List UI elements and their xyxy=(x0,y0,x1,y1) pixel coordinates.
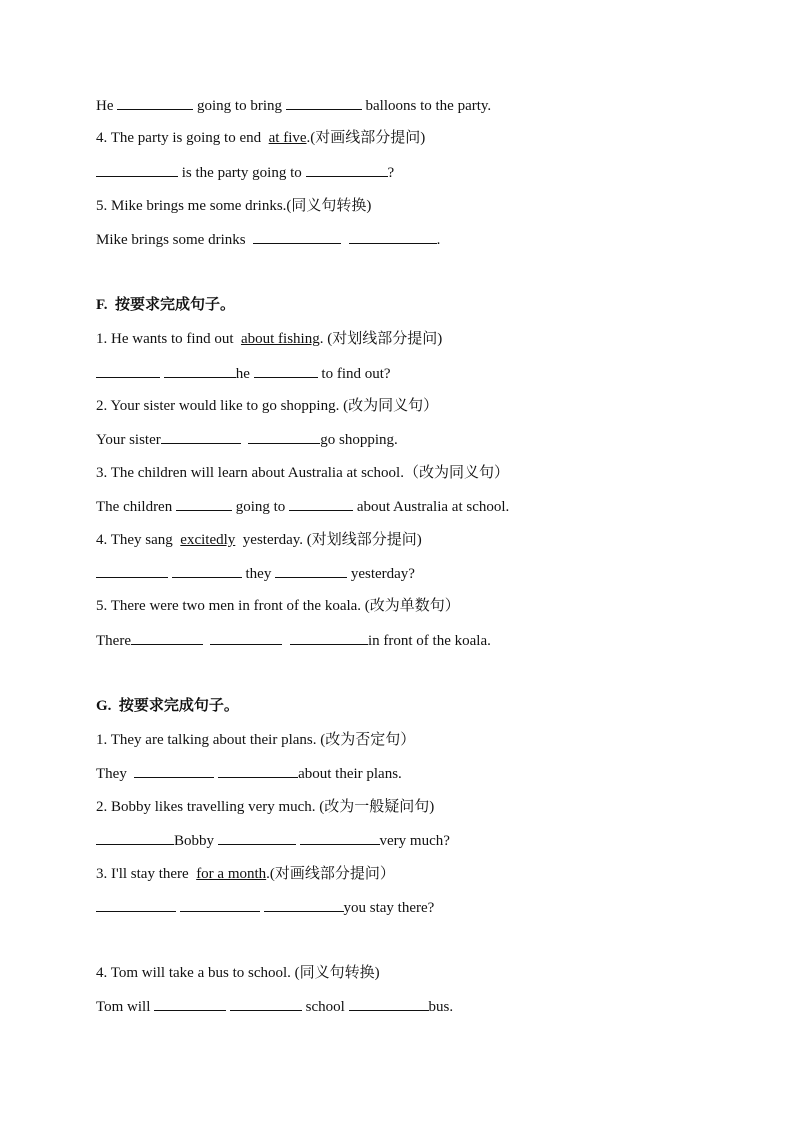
f-question-2: 2. Your sister would like to go shopping. (改为同义句） xyxy=(96,398,439,414)
text: going to xyxy=(231,499,290,515)
answer-blank[interactable] xyxy=(164,364,236,378)
e-question-5: 5. Mike brings me some drinks.(同义句转换) xyxy=(96,198,372,214)
answer-blank[interactable] xyxy=(286,96,362,110)
text: ? xyxy=(387,165,395,181)
answer-blank[interactable] xyxy=(176,497,232,511)
text xyxy=(203,633,211,649)
f-answer-4 xyxy=(96,564,415,583)
text: . xyxy=(436,232,441,248)
answer-blank[interactable] xyxy=(289,497,353,511)
text: 4. They sang xyxy=(96,532,181,548)
answer-blank[interactable] xyxy=(96,564,168,578)
section-f-heading: F. 按要求完成句子。 xyxy=(96,297,236,313)
text: he xyxy=(235,366,254,382)
text: yesterday. (对划线部分提问) xyxy=(235,532,422,548)
text xyxy=(282,633,290,649)
text: Mike brings some drinks xyxy=(96,232,254,248)
e-question-4 xyxy=(96,129,425,147)
text: 3. I'll stay there xyxy=(96,866,197,882)
text: bus. xyxy=(428,999,454,1015)
text: school xyxy=(301,999,349,1015)
text: . (对划线部分提问) xyxy=(319,331,443,347)
text: Your sister xyxy=(96,432,161,448)
f-answer-3 xyxy=(96,497,509,516)
text: to find out? xyxy=(317,366,391,382)
answer-blank[interactable] xyxy=(96,898,176,912)
g-answer-1 xyxy=(96,764,402,783)
answer-blank[interactable] xyxy=(306,163,388,177)
f-answer-5 xyxy=(96,631,491,650)
answer-blank[interactable] xyxy=(218,831,296,845)
text xyxy=(241,432,249,448)
text: Bobby xyxy=(174,833,218,849)
answer-blank[interactable] xyxy=(254,364,318,378)
answer-blank[interactable] xyxy=(210,631,282,645)
e-answer-5 xyxy=(96,230,440,249)
f-question-1 xyxy=(96,330,442,348)
text: They xyxy=(96,766,135,782)
answer-blank[interactable] xyxy=(180,898,260,912)
answer-blank[interactable] xyxy=(154,997,226,1011)
text: they xyxy=(241,566,276,582)
text: There xyxy=(96,633,131,649)
text: go shopping. xyxy=(320,432,398,448)
f-answer-1 xyxy=(96,364,391,383)
answer-blank[interactable] xyxy=(349,997,429,1011)
text: .(对画线部分提问） xyxy=(266,866,395,882)
underlined-phrase: about fishing xyxy=(240,331,320,347)
answer-blank[interactable] xyxy=(300,831,380,845)
g-answer-3 xyxy=(96,898,434,917)
text: 4. The party is going to end xyxy=(96,130,269,146)
answer-blank[interactable] xyxy=(134,764,214,778)
text: balloons to the party. xyxy=(361,98,492,114)
g-question-2: 2. Bobby likes travelling very much. (改为一般疑问句) xyxy=(96,799,435,815)
f-answer-2 xyxy=(96,430,398,449)
text: going to bring xyxy=(193,98,286,114)
text: about Australia at school. xyxy=(353,499,510,515)
answer-blank[interactable] xyxy=(253,230,341,244)
underlined-phrase: at five xyxy=(268,130,307,146)
answer-blank[interactable] xyxy=(96,163,178,177)
answer-blank[interactable] xyxy=(131,631,203,645)
answer-blank[interactable] xyxy=(230,997,302,1011)
answer-blank[interactable] xyxy=(349,230,437,244)
text: you stay there? xyxy=(343,900,435,916)
answer-blank[interactable] xyxy=(218,764,298,778)
text: about their plans. xyxy=(298,766,402,782)
g-answer-4 xyxy=(96,997,453,1016)
f-question-5: 5. There were two men in front of the koala. (改为单数句） xyxy=(96,598,460,614)
underlined-phrase: excitedly xyxy=(180,532,236,548)
answer-blank[interactable] xyxy=(96,364,160,378)
f-question-3: 3. The children will learn about Australia at school.（改为同义句） xyxy=(96,465,509,481)
g-question-4: 4. Tom will take a bus to school. (同义句转换) xyxy=(96,965,380,981)
text xyxy=(341,232,349,248)
text: The children xyxy=(96,499,176,515)
answer-blank[interactable] xyxy=(161,430,241,444)
text: yesterday? xyxy=(347,566,415,582)
answer-blank[interactable] xyxy=(117,96,193,110)
text: 1. He wants to find out xyxy=(96,331,241,347)
answer-blank[interactable] xyxy=(248,430,320,444)
e-line-he-balloons xyxy=(96,96,491,115)
answer-blank[interactable] xyxy=(290,631,368,645)
underlined-phrase: for a month xyxy=(196,866,267,882)
section-g-heading: G. 按要求完成句子。 xyxy=(96,698,239,714)
text: in front of the koala. xyxy=(367,633,491,649)
g-question-3 xyxy=(96,865,395,883)
text: Tom will xyxy=(96,999,155,1015)
f-question-4 xyxy=(96,531,422,549)
text: .(对画线部分提问) xyxy=(306,130,426,146)
g-answer-2 xyxy=(96,831,450,850)
answer-blank[interactable] xyxy=(96,831,174,845)
answer-blank[interactable] xyxy=(275,564,347,578)
g-question-1: 1. They are talking about their plans. (改为否定句） xyxy=(96,732,416,748)
text: He xyxy=(96,98,118,114)
e-answer-4 xyxy=(96,163,394,182)
answer-blank[interactable] xyxy=(172,564,242,578)
text: very much? xyxy=(379,833,450,849)
text: is the party going to xyxy=(178,165,306,181)
answer-blank[interactable] xyxy=(264,898,344,912)
